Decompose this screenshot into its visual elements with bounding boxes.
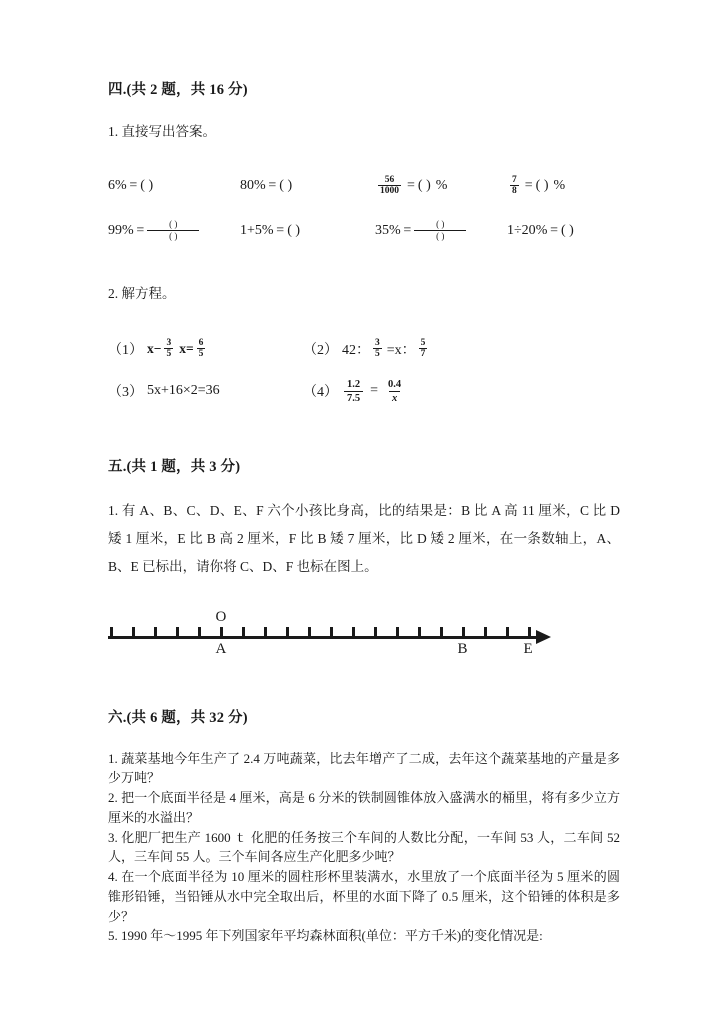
percent-sign: %	[261, 222, 274, 238]
number-line-arrowhead-icon	[536, 630, 551, 644]
fraction-1p2-7p5	[344, 378, 363, 405]
percent-sign: %	[435, 177, 448, 193]
calc-operand: 80	[240, 177, 254, 193]
fraction-numerator-blank[interactable]: ( )	[169, 218, 178, 229]
answer-blank[interactable]: ( )	[279, 177, 293, 193]
equation-label: （1）	[108, 342, 143, 358]
worksheet-content	[108, 80, 620, 946]
answer-blank[interactable]: ( )	[417, 177, 431, 193]
number-line-tick	[462, 627, 465, 637]
equation-row-2	[108, 378, 620, 405]
section-6-heading: 六.(共 6 题，共 32 分)	[108, 710, 248, 727]
fraction-answer-blank[interactable]	[414, 219, 466, 243]
percent-sign: %	[115, 177, 127, 193]
section-5-heading: 五.(共 1 题，共 3 分)	[108, 459, 241, 476]
equals-sign: =	[136, 222, 145, 238]
fraction-3-5	[373, 338, 382, 360]
fraction-7-8	[510, 175, 519, 197]
section-4-q2-prompt: 2. 解方程。	[108, 286, 176, 302]
fraction-numerator: 3	[375, 337, 380, 348]
fraction-56-1000	[378, 175, 401, 197]
equation-term: x−	[147, 340, 162, 356]
fraction-denominator-blank[interactable]: ( )	[414, 230, 466, 242]
equation-term: 42：	[342, 342, 370, 358]
calc-item-1-plus-5-percent	[240, 224, 375, 238]
calc-item-56-1000	[375, 175, 507, 197]
calc-operand: 1÷20	[507, 222, 536, 238]
calc-operand: 6	[108, 177, 115, 193]
number-line-tick	[352, 627, 355, 637]
fraction-denominator: 1000	[380, 186, 399, 197]
number-line-point-b: B	[457, 641, 468, 658]
number-line-point-a: A	[215, 641, 227, 658]
equals-sign: =	[524, 177, 533, 193]
equation-1	[108, 338, 303, 360]
section-6-problem: 4. 在一个底面半径为 10 厘米的圆柱形杯里装满水，水里放了一个底面半径为 5 厘米的圆锥形铅锤，当铅锤从水中完全取出后，杯里的水面下降了 0.5 厘米，这个铅锤的体积是多少？	[108, 869, 620, 924]
fraction-denominator-blank[interactable]: ( )	[147, 230, 199, 242]
section-5-question-1: 1. 有 A、B、C、D、E、F 六个小孩比身高，比的结果是：B 比 A 高 11 厘米，C 比 D 矮 1 厘米，E 比 B 高 2 厘米，F 比 B 矮 7 厘米，比 D 矮 2 厘米，在一条数轴上，A、B、E 已标出，请你将 C、D、F 也标在图上。	[108, 503, 620, 574]
number-line-tick	[330, 627, 333, 637]
percent-sign: %	[553, 177, 565, 193]
fraction-numerator-blank[interactable]: ( )	[436, 218, 445, 229]
percent-sign: %	[535, 222, 548, 238]
calc-item-80-percent	[240, 179, 375, 193]
section-6-problem: 2. 把一个底面半径是 4 厘米，高是 6 分米的铁制圆锥体放入盛满水的桶里，将有多少立方厘米的水溢出？	[108, 790, 620, 825]
equals-sign: =	[129, 177, 138, 193]
calc-operand: 35	[375, 222, 389, 238]
fraction-answer-blank[interactable]	[147, 219, 199, 243]
fraction-numerator: 1.2	[347, 378, 361, 390]
number-line-tick	[176, 627, 179, 637]
fraction-6-5	[197, 338, 206, 360]
number-line-tick	[374, 627, 377, 637]
calc-item-1-div-20-percent	[507, 224, 574, 238]
number-line-tick	[308, 627, 311, 637]
fraction-denominator: 7.5	[344, 391, 363, 405]
fraction-5-7	[419, 338, 428, 360]
equation-label: （3）	[108, 385, 143, 401]
number-line-tick	[528, 627, 531, 637]
fraction-denominator: 7	[420, 349, 426, 360]
equals-sign: =	[276, 222, 285, 238]
section-6-problem: 3. 化肥厂把生产 1600 ｔ 化肥的任务按三个车间的人数比分配，一车间 53 人，二车间 52 人，三车间 55 人。三个车间各应生产化肥多少吨？	[108, 829, 620, 865]
fraction-denominator: 8	[512, 186, 517, 197]
equation-label: （2）	[303, 342, 338, 358]
section-6-problem: 1. 蔬菜基地今年生产了 2.4 万吨蔬菜，比去年增产了二成，去年这个蔬菜基地的产量是多少万吨？	[108, 750, 620, 786]
number-line-tick	[154, 627, 157, 637]
number-line-tick	[198, 627, 201, 637]
fraction-denominator: x	[389, 391, 400, 405]
calc-operand: 1+5	[240, 222, 262, 238]
calc-item-7-8	[507, 175, 565, 197]
fraction-denominator: 5	[375, 349, 380, 360]
fraction-numerator: 0.4	[388, 378, 402, 390]
calc-item-6-percent	[108, 179, 240, 193]
equals-sign: =	[550, 222, 558, 238]
number-line-tick	[220, 627, 223, 637]
equals-sign: =	[403, 222, 412, 238]
fraction-0p4-x	[385, 378, 404, 405]
number-line-point-e: E	[523, 641, 533, 658]
section-4-q1-prompt: 1. 直接写出答案。	[108, 124, 216, 140]
fraction-numerator: 56	[384, 174, 395, 185]
fraction-numerator: 7	[512, 174, 517, 185]
fraction-numerator: 6	[198, 337, 204, 348]
fraction-3-5	[164, 338, 173, 360]
answer-blank[interactable]: ( )	[535, 177, 549, 193]
calc-operand: 99	[108, 222, 122, 238]
equation-3	[108, 381, 303, 401]
percent-conversion-row-2	[108, 219, 620, 243]
number-line-tick	[242, 627, 245, 637]
equation-term: x=	[179, 340, 194, 356]
number-line-tick	[396, 627, 399, 637]
equation-term: 5x+16×2=36	[147, 383, 220, 399]
number-line-tick	[418, 627, 421, 637]
percent-sign: %	[389, 222, 401, 238]
equals-sign: =	[268, 177, 277, 193]
calc-item-99-percent	[108, 219, 240, 243]
number-line-tick	[484, 627, 487, 637]
equation-2	[303, 338, 430, 360]
equation-row-1	[108, 338, 620, 360]
number-line-tick	[440, 627, 443, 637]
equals-sign: =	[407, 177, 415, 193]
equation-term: =x：	[386, 342, 416, 358]
calc-item-35-percent	[375, 219, 507, 243]
fraction-numerator: 3	[166, 337, 172, 348]
fraction-denominator: 5	[166, 349, 172, 360]
answer-blank[interactable]: ( )	[287, 222, 301, 238]
answer-blank[interactable]: ( )	[140, 177, 154, 193]
equals-sign: =	[370, 383, 379, 399]
equation-label: （4）	[303, 385, 338, 401]
number-line-tick	[264, 627, 267, 637]
section-6-problem-list	[108, 749, 620, 947]
number-line-point-o: O	[215, 609, 227, 626]
section-6-problem: 5. 1990 年～1995 年下列国家年平均森林面积(单位：平方千米)的变化情况是:	[108, 928, 543, 944]
equation-4	[303, 378, 408, 405]
fraction-denominator: 5	[198, 349, 204, 360]
number-line-tick	[286, 627, 289, 637]
fraction-numerator: 5	[420, 337, 426, 348]
number-line-axis	[108, 636, 538, 639]
number-line-tick	[110, 627, 113, 637]
percent-sign: %	[254, 177, 266, 193]
number-line-diagram	[108, 608, 568, 672]
answer-blank[interactable]: ( )	[560, 222, 574, 238]
percent-conversion-row-1	[108, 175, 620, 197]
number-line-tick	[506, 627, 509, 637]
section-4-heading: 四.(共 2 题，共 16 分)	[108, 82, 248, 98]
number-line-tick	[132, 627, 135, 637]
percent-sign: %	[122, 222, 134, 238]
